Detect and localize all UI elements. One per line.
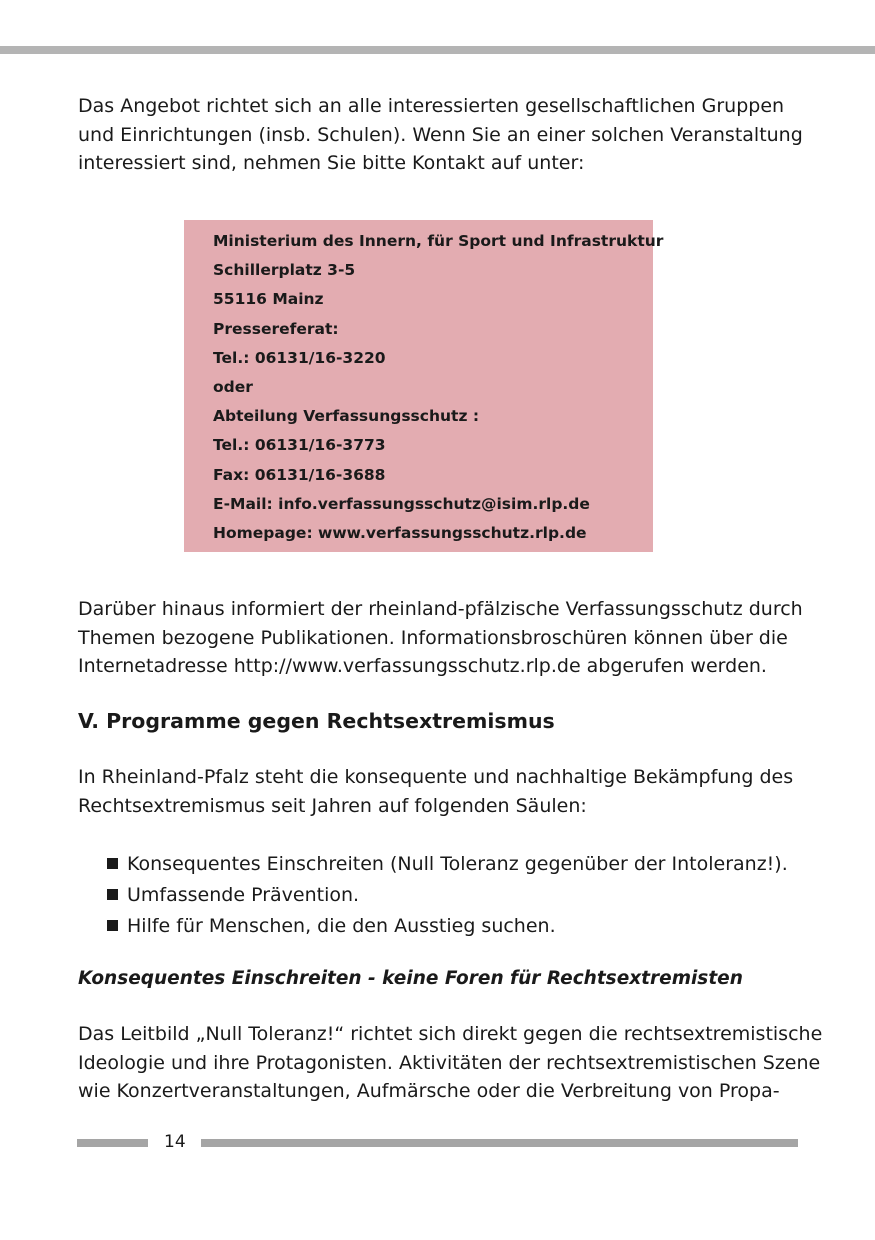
- text-line: Das Angebot richtet sich an alle interessierten gesellschaftlichen Gruppen: [78, 95, 785, 117]
- list-item-text: Umfassende Prävention.: [127, 884, 360, 906]
- pillars-list: [107, 849, 788, 942]
- contact-fax: Fax: 06131/16-3688: [213, 465, 386, 484]
- section-heading: V. Programme gegen Rechtsextremismus: [78, 709, 555, 733]
- page-number: 14: [164, 1132, 186, 1152]
- contact-press-phone: Tel.: 06131/16-3220: [213, 348, 386, 367]
- text-line: Internetadresse http://www.verfassungsschutz.rlp.de abgerufen werden.: [78, 655, 767, 677]
- list-item-text: Konsequentes Einschreiten (Null Toleranz gegenüber der Intoleranz!).: [127, 853, 788, 875]
- contact-department: Abteilung Verfassungsschutz :: [213, 407, 480, 426]
- list-item: [107, 880, 788, 911]
- subsection-heading: Konsequentes Einschreiten - keine Foren für Rechtsextremisten: [78, 968, 743, 989]
- leitbild-paragraph: [78, 1020, 823, 1106]
- footer-rule-left: [77, 1139, 148, 1147]
- square-bullet-icon: [107, 889, 118, 900]
- contact-homepage: Homepage: www.verfassungsschutz.rlp.de: [213, 524, 587, 543]
- text-line: interessiert sind, nehmen Sie bitte Kontakt auf unter:: [78, 152, 585, 174]
- square-bullet-icon: [107, 920, 118, 931]
- square-bullet-icon: [107, 858, 118, 869]
- text-line: Themen bezogene Publikationen. Informationsbroschüren können über die: [78, 626, 788, 649]
- text-line: Ideologie und ihre Protagonisten. Aktivitäten der rechtsextremistischen Szene: [78, 1051, 821, 1074]
- contact-press-label: Pressereferat:: [213, 319, 339, 338]
- text-line: Rechtsextremismus seit Jahren auf folgenden Säulen:: [78, 794, 587, 817]
- contact-box: [184, 220, 664, 552]
- text-line: und Einrichtungen (insb. Schulen). Wenn Sie an einer solchen Veranstaltung: [78, 123, 803, 146]
- list-item: [107, 849, 788, 880]
- contact-email: E-Mail: info.verfassungsschutz@isim.rlp.de: [213, 494, 590, 513]
- list-item-text: Hilfe für Menschen, die den Ausstieg suchen.: [127, 915, 556, 937]
- contact-department-phone: Tel.: 06131/16-3773: [213, 436, 386, 455]
- text-line: Darüber hinaus informiert der rheinland-pfälzische Verfassungsschutz durch: [78, 598, 803, 620]
- list-item: [107, 911, 788, 942]
- header-rule: [0, 46, 875, 54]
- publications-paragraph: [78, 595, 808, 681]
- intro-paragraph: [78, 92, 808, 178]
- text-line: In Rheinland-Pfalz steht die konsequente und nachhaltige Bekämpfung des: [78, 766, 794, 788]
- text-line: Das Leitbild „Null Toleranz!“ richtet sich direkt gegen die rechtsextremistische: [78, 1023, 823, 1045]
- pillars-intro-paragraph: [78, 763, 808, 820]
- contact-or: oder: [213, 378, 253, 397]
- contact-street: Schillerplatz 3-5: [213, 261, 356, 280]
- footer-rule-right: [201, 1139, 798, 1147]
- contact-ministry: Ministerium des Innern, für Sport und Infrastruktur: [213, 232, 664, 250]
- contact-city: 55116 Mainz: [213, 290, 324, 309]
- text-line: wie Konzertveranstaltungen, Aufmärsche oder die Verbreitung von Propa-: [78, 1080, 780, 1102]
